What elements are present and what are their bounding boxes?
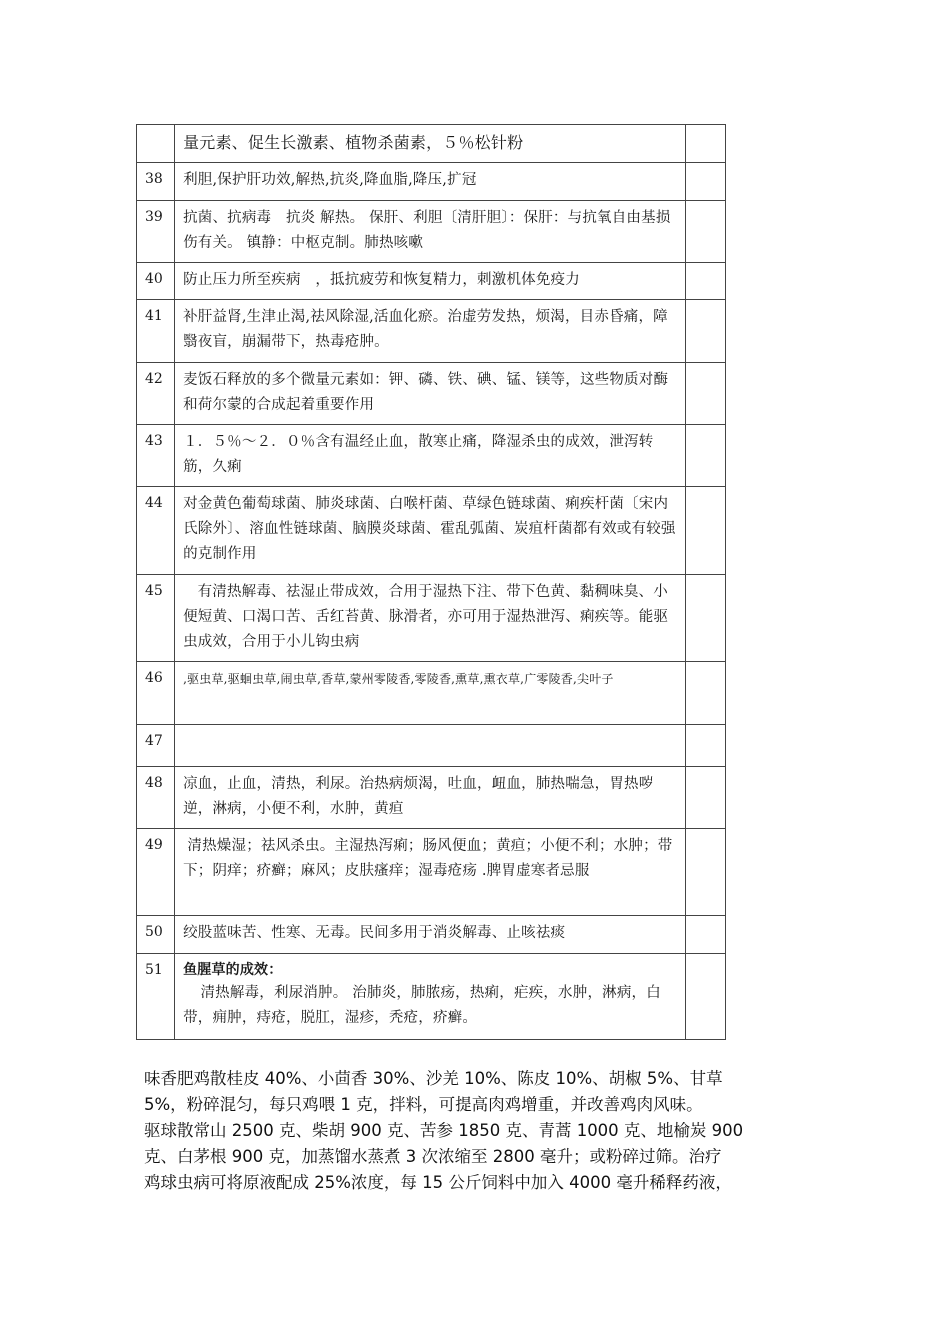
row-description: 麦饭石释放的多个微量元素如：钾、磷、铁、碘、锰、镁等，这些物质对酶和荷尔蒙的合成起着重要作用 bbox=[175, 363, 686, 425]
table-row bbox=[137, 954, 726, 1040]
row-number: 45 bbox=[137, 575, 175, 662]
empty-cell bbox=[685, 916, 725, 954]
row-number: 46 bbox=[137, 662, 175, 725]
row-number: 49 bbox=[137, 829, 175, 916]
row-number bbox=[137, 125, 175, 163]
table-row bbox=[137, 425, 726, 487]
empty-cell bbox=[685, 201, 725, 263]
empty-cell bbox=[685, 300, 725, 363]
table-row bbox=[137, 263, 726, 300]
empty-cell bbox=[685, 425, 725, 487]
empty-cell bbox=[685, 487, 725, 575]
empty-cell bbox=[685, 767, 725, 829]
footer-line: 味香肥鸡散桂皮 40%、小茴香 30%、沙羌 10%、陈皮 10%、胡椒 5%、甘草 bbox=[144, 1069, 723, 1088]
table-row bbox=[137, 201, 726, 263]
footer-paragraph bbox=[144, 1066, 824, 1196]
table-row bbox=[137, 662, 726, 725]
empty-cell bbox=[685, 263, 725, 300]
footer-line: 驱球散常山 2500 克、柴胡 900 克、苦参 1850 克、青蒿 1000 克、地榆炭 900 bbox=[144, 1121, 744, 1140]
row-description: 绞股蓝味苦、性寒、无毒。民间多用于消炎解毒、止咳祛痰 bbox=[175, 916, 686, 954]
row-number: 47 bbox=[137, 725, 175, 767]
row-number: 41 bbox=[137, 300, 175, 363]
row-description: 防止压力所至疾病 ，抵抗疲劳和恢复精力，刺激机体免疫力 bbox=[175, 263, 686, 300]
footer-line: 克、白茅根 900 克，加蒸馏水蒸煮 3 次浓缩至 2800 毫升；或粉碎过筛。治疗 bbox=[144, 1147, 722, 1166]
row-description: ,驱虫草,驱蛔虫草,闹虫草,香草,蒙州零陵香,零陵香,熏草,熏衣草,广零陵香,尖叶子 bbox=[175, 662, 686, 725]
row-description: 有清热解毒、祛湿止带成效，合用于湿热下注、带下色黄、黏稠味臭、小便短黄、口渴口苦、舌红苔黄、脉滑者，亦可用于湿热泄泻、痢疾等。能驱虫成效，合用于小儿钩虫病 bbox=[175, 575, 686, 662]
row-number: 48 bbox=[137, 767, 175, 829]
row-body: 清热解毒，利尿消肿。 治肺炎，肺脓疡，热痢，疟疾，水肿，淋病，白带，痈肿，痔疮，脱肛，湿疹，秃疮，疥癣。 bbox=[183, 985, 661, 1026]
row-number: 38 bbox=[137, 163, 175, 201]
table-row bbox=[137, 575, 726, 662]
table-row bbox=[137, 767, 726, 829]
table-row bbox=[137, 725, 726, 767]
row-description: １．５％～２．０％含有温经止血，散寒止痛，降湿杀虫的成效，泄泻转筋，久痢 bbox=[175, 425, 686, 487]
table-row bbox=[137, 829, 726, 916]
row-description: 对金黄色葡萄球菌、肺炎球菌、白喉杆菌、草绿色链球菌、痢疾杆菌〔宋内氏除外〕、溶血性链球菌、脑膜炎球菌、霍乱弧菌、炭疽杆菌都有效或有较强的克制作用 bbox=[175, 487, 686, 575]
table-row bbox=[137, 363, 726, 425]
row-description bbox=[175, 725, 686, 767]
footer-line: 5%，粉碎混匀，每只鸡喂 1 克，拌料，可提高肉鸡增重，并改善鸡肉风味。 bbox=[144, 1095, 703, 1114]
row-number: 51 bbox=[137, 954, 175, 1040]
empty-cell bbox=[685, 125, 725, 163]
row-description: 量元素、促生长激素、植物杀菌素，５％松针粉 bbox=[175, 125, 686, 163]
row-number: 40 bbox=[137, 263, 175, 300]
row-number: 44 bbox=[137, 487, 175, 575]
row-description: 凉血，止血，清热，利尿。治热病烦渴，吐血，衄血，肺热喘急，胃热哕逆，淋病，小便不利，水肿，黄疸 bbox=[175, 767, 686, 829]
footer-line: 鸡球虫病可将原液配成 25%浓度，每 15 公斤饲料中加入 4000 毫升稀释药液， bbox=[144, 1173, 732, 1192]
empty-cell bbox=[685, 725, 725, 767]
table-row bbox=[137, 163, 726, 201]
table-row bbox=[137, 300, 726, 363]
empty-cell bbox=[685, 363, 725, 425]
remedy-table bbox=[136, 124, 726, 1040]
row-description: 利胆,保护肝功效,解热,抗炎,降血脂,降压,扩冠 bbox=[175, 163, 686, 201]
row-description bbox=[175, 954, 686, 1040]
empty-cell bbox=[685, 575, 725, 662]
row-number: 42 bbox=[137, 363, 175, 425]
row-description: 补肝益肾,生津止渴,祛风除湿,活血化瘀。治虚劳发热，烦渴，目赤昏痛，障翳夜盲，崩漏带下，热毒疮肿。 bbox=[175, 300, 686, 363]
table-row bbox=[137, 487, 726, 575]
empty-cell bbox=[685, 662, 725, 725]
row-number: 43 bbox=[137, 425, 175, 487]
empty-cell bbox=[685, 954, 725, 1040]
table-row bbox=[137, 916, 726, 954]
empty-cell bbox=[685, 163, 725, 201]
row-description: 清热燥湿；祛风杀虫。主湿热泻痢；肠风便血；黄疸；小便不利；水肿；带下；阴痒；疥癣；麻风；皮肤瘙痒；湿毒疮疡 .脾胃虚寒者忌服 bbox=[175, 829, 686, 916]
row-number: 50 bbox=[137, 916, 175, 954]
row-heading: 鱼腥草的成效： bbox=[183, 962, 283, 978]
row-number: 39 bbox=[137, 201, 175, 263]
empty-cell bbox=[685, 829, 725, 916]
row-description: 抗菌、抗病毒 抗炎 解热。 保肝、利胆〔清肝胆〕：保肝：与抗氧自由基损伤有关。 镇静：中枢克制。肺热咳嗽 bbox=[175, 201, 686, 263]
table-row bbox=[137, 125, 726, 163]
